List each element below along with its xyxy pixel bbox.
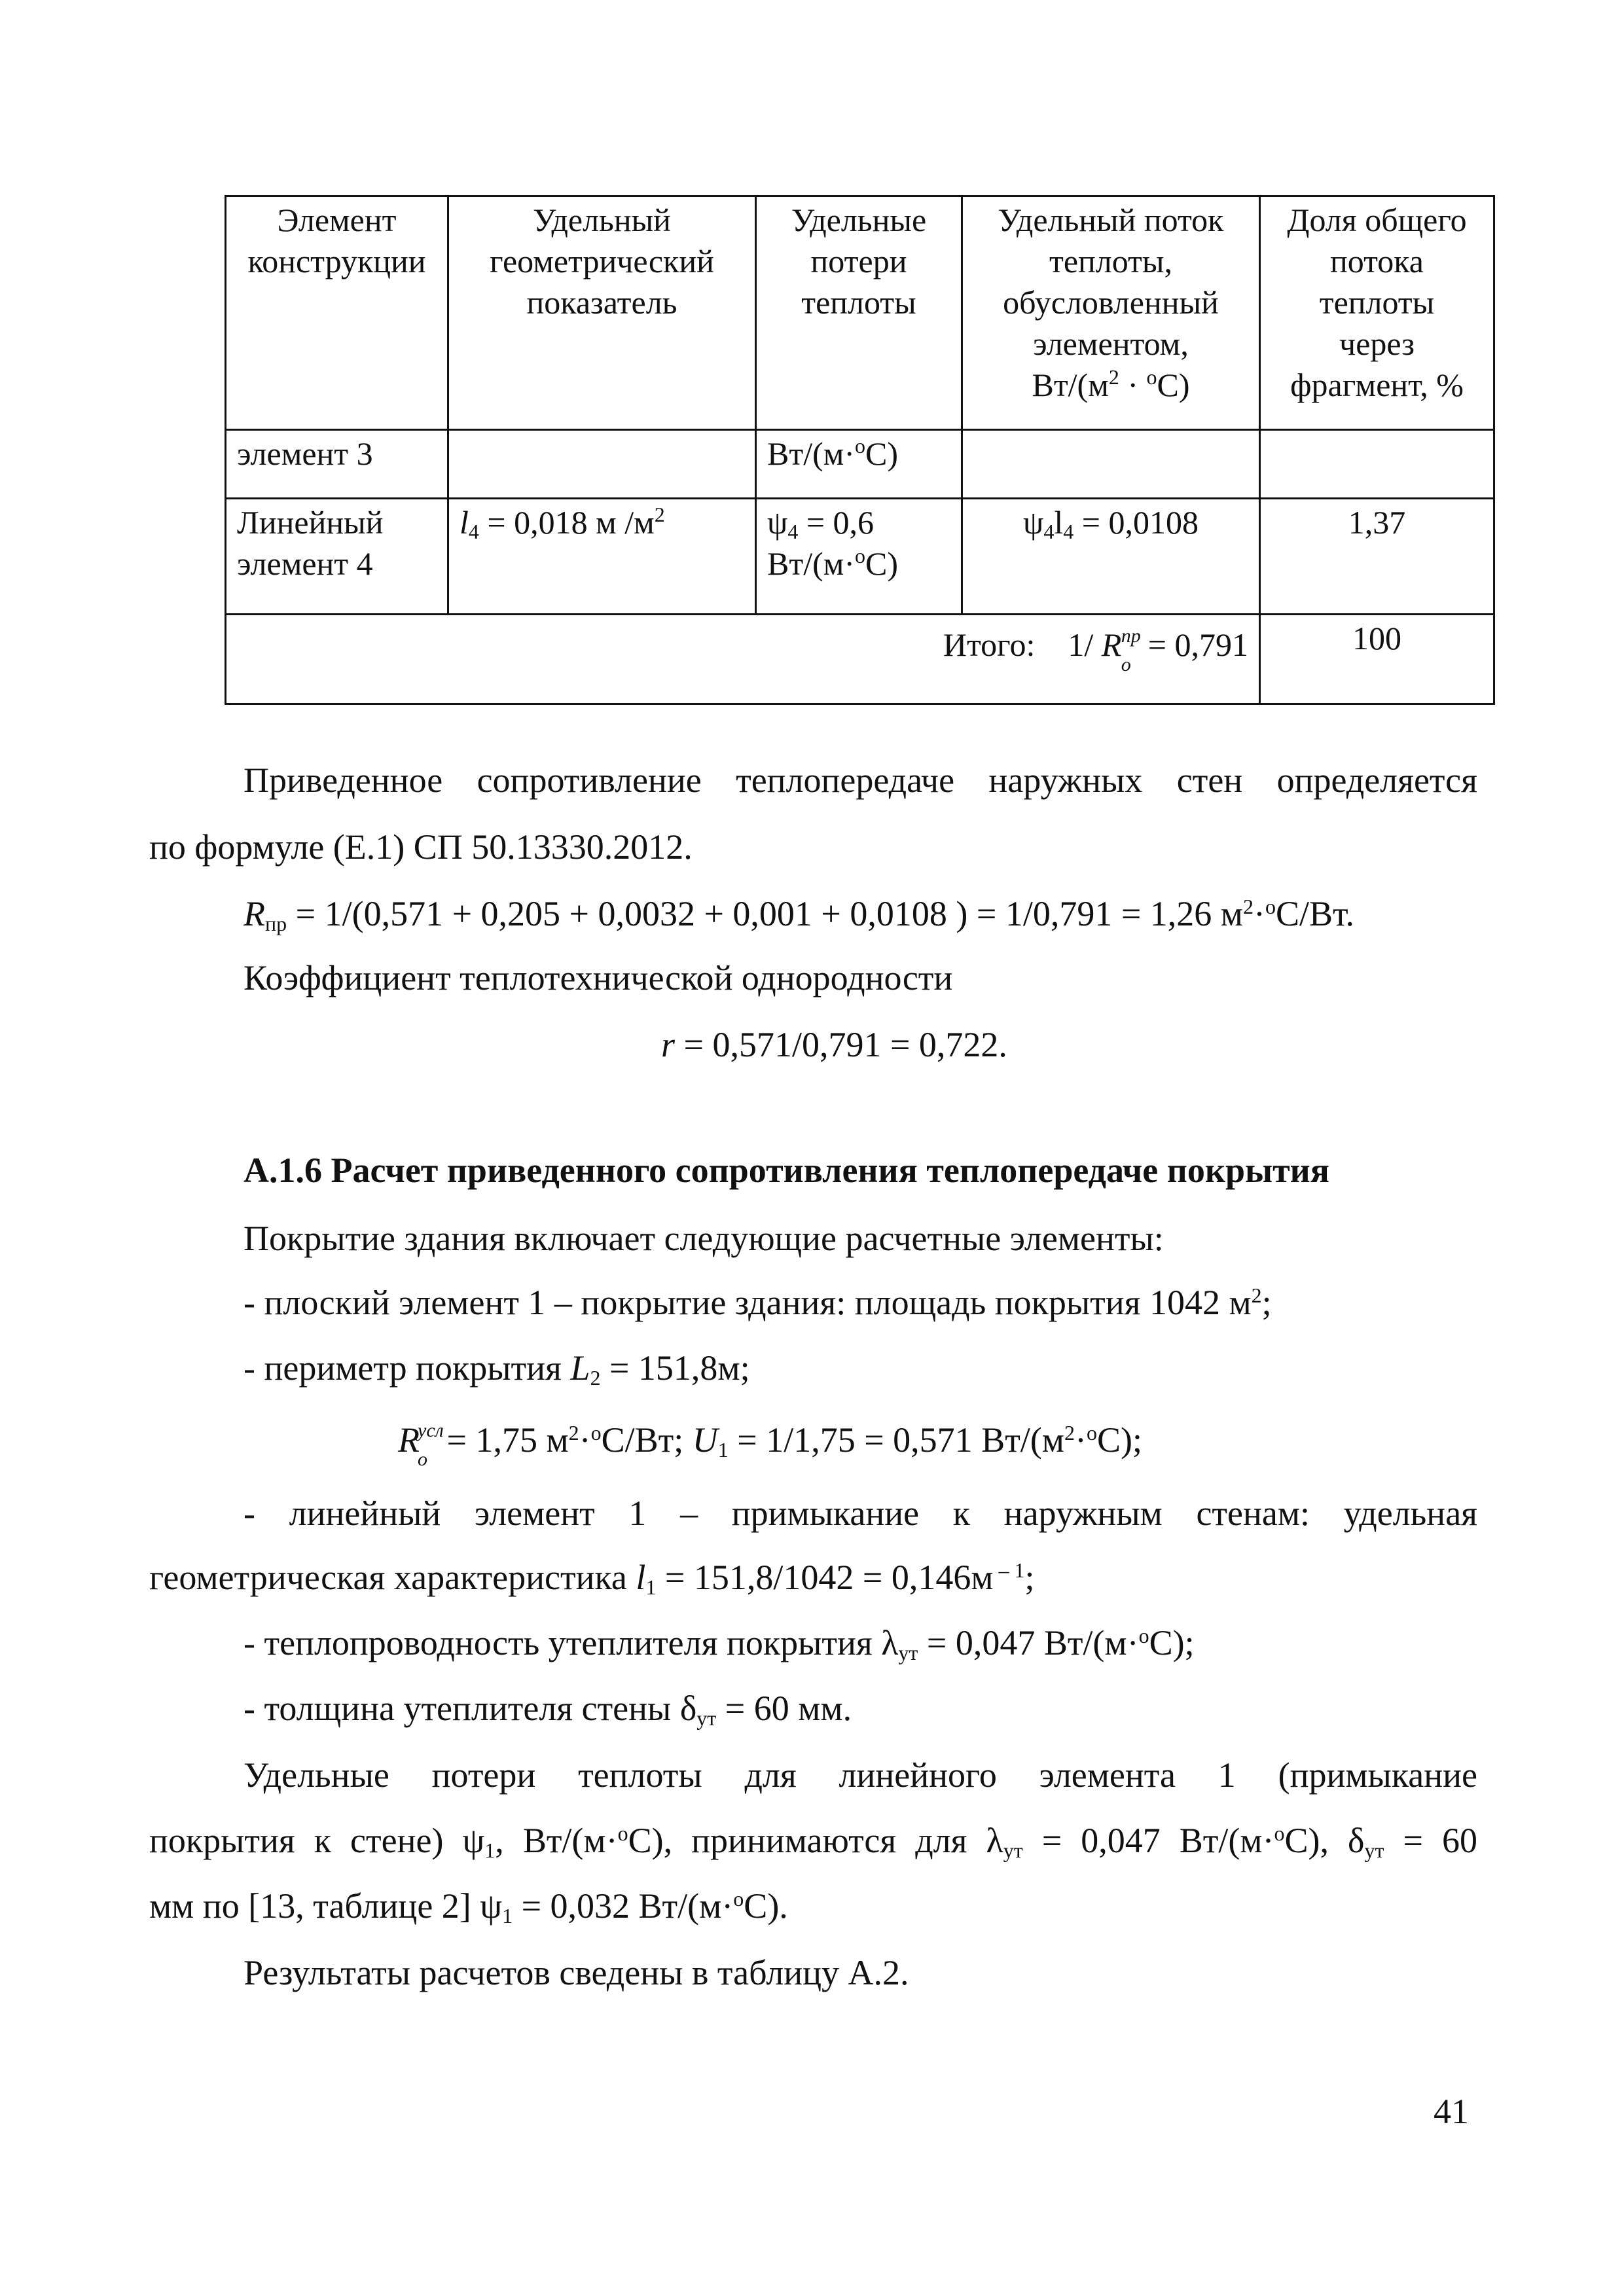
header-cell-geometric: Удельный геометрический показатель <box>448 196 756 430</box>
list-item: - теплопроводность утеплителя покрытия $\lambda_{ут} = 0,047$ Вт/(м·$^o$С); <box>244 1623 1195 1664</box>
formula-resistance: $R_{пр} = 1/(0,571 + 0,205 + 0,0032 + 0,001 + 0,0108$ ) = 1/0,791 = 1,26 $м^2\cdot^oС/Вт$. <box>244 894 1355 935</box>
paragraph-line: Приведенное сопротивление теплопередаче наружных стен определяется <box>244 761 1477 800</box>
thermal-fragment-table <box>225 195 1495 705</box>
cell-element3-share <box>1260 430 1494 499</box>
paragraph-line: геометрическая характеристика $l_1 = 151,8/1042 = 0,146м$ $^{- 1}$; <box>149 1558 1035 1599</box>
cell-element3-flux <box>962 430 1260 499</box>
table-row <box>226 430 1494 499</box>
cell-linear4-losses: $\psi_4 = 0,6$ Вт/(м·$^o$С) <box>756 499 962 615</box>
paragraph-line: Коэффициент теплотехнической однородности <box>244 958 953 997</box>
paragraph-line: - линейный элемент 1 – примыкание к наружным стенам: удельная <box>244 1494 1477 1533</box>
page-number: 41 <box>1434 2092 1469 2131</box>
table-header-row <box>226 196 1494 430</box>
cell-element3-geometric <box>448 430 756 499</box>
header-cell-share: Доля общего потока теплоты через фрагмент, % <box>1260 196 1494 430</box>
cell-total-share: 100 <box>1260 615 1494 704</box>
paragraph-line: Покрытие здания включает следующие расчетные элементы: <box>244 1219 1164 1258</box>
cell-element3-name: элемент 3 <box>226 430 448 499</box>
formula-conditional-resistance: R усл o = 1,75 $м^2\cdot^oС/Вт$; $U_1 = 1/1,75 = 0,571$ $Вт/(м^2\cdot^oС)$; <box>398 1420 1142 1470</box>
header-cell-element: Элемент конструкции <box>226 196 448 430</box>
cell-linear4-flux: $\psi_4l_4 = 0,0108$ <box>962 499 1260 615</box>
list-item: - толщина утеплителя стены $\delta_{ут} = 60$ мм. <box>244 1689 852 1730</box>
formula-uniformity: r = 0,571/0,791 = 0,722. <box>661 1025 1007 1064</box>
header-cell-losses: Удельные потери теплоты <box>756 196 962 430</box>
paragraph-line: Результаты расчетов сведены в таблицу А.2. <box>244 1953 909 1992</box>
cell-linear4-share: 1,37 <box>1260 499 1494 615</box>
conditional-resistance-symbol: R усл o <box>398 1420 444 1470</box>
paragraph-line: по формуле (Е.1) СП 50.13330.2012. <box>149 827 693 867</box>
cell-total-label: Итого: 1/ R пр o = 0,791 <box>226 615 1260 704</box>
header-cell-flux: Удельный поток теплоты, обусловленный элементом, $Вт/(м^2 \cdot ^oС)$ <box>962 196 1260 430</box>
flux-unit: $Вт/(м^2 \cdot ^oС)$ <box>1032 365 1190 403</box>
cell-linear4-name: Линейный элемент 4 <box>226 499 448 615</box>
paragraph-line: мм по [13, таблице 2] $\psi_1 = 0,032$ Вт/(м·$^o$С). <box>149 1886 788 1928</box>
section-heading: А.1.6 Расчет приведенного сопротивления теплопередаче покрытия <box>244 1151 1329 1190</box>
cell-element3-unit: Вт/(м·$^o$С) <box>756 430 962 499</box>
paragraph-line: покрытия к стене) $\psi_1$, Вт/(м·$^o$С), принимаются для $\lambda_{ут} = 0,047$ Вт/(м·$^o$С), $\delta_{ут} = 60$ <box>149 1821 1477 1862</box>
resistance-symbol: R пр o <box>1101 625 1141 675</box>
table-row <box>226 499 1494 615</box>
list-item: - периметр покрытия $L_2 = 151,8м$; <box>244 1348 750 1390</box>
list-item: - плоский элемент 1 – покрытие здания: площадь покрытия 1042 $м^2$; <box>244 1283 1272 1322</box>
cell-linear4-geometric: $l_4 = 0,018$ м $/м^2$ <box>448 499 756 615</box>
table-total-row <box>226 615 1494 704</box>
paragraph-line: Удельные потери теплоты для линейного элемента 1 (примыкание <box>244 1755 1477 1795</box>
